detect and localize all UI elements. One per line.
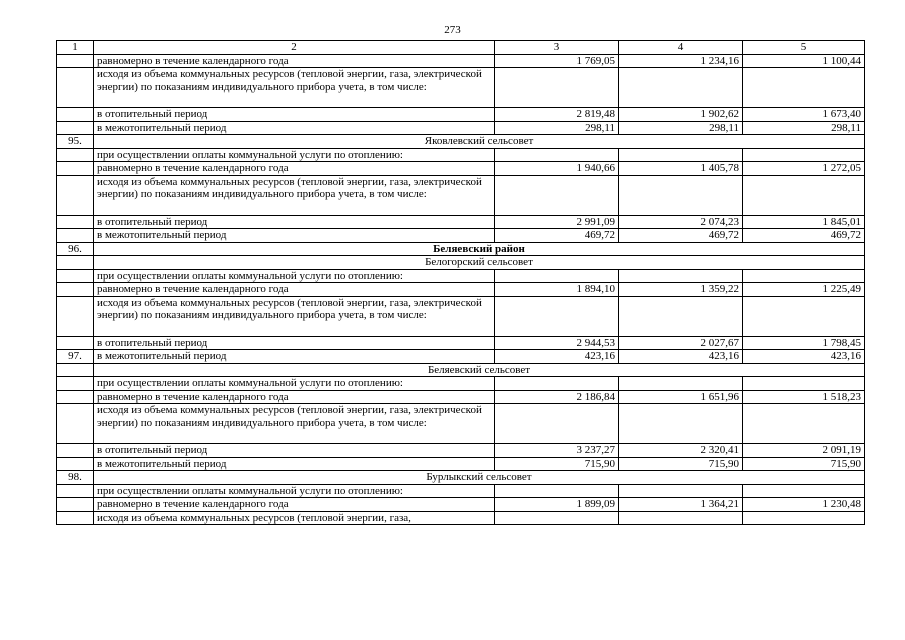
row-label: в межотопительный период [94,457,495,471]
row-label: в межотопительный период [94,229,495,243]
row-number [57,404,94,444]
value-col-3 [495,377,619,391]
value-col-4: 1 902,62 [619,108,743,122]
value-col-5: 1 100,44 [743,54,865,68]
row-number [57,162,94,176]
row-label: равномерно в течение календарного года [94,54,495,68]
table-row [57,404,865,444]
row-number: 96. [57,242,94,256]
row-label: в отопительный период [94,108,495,122]
row-label: при осуществлении оплаты коммунальной услуги по отоплению: [94,377,495,391]
section-title: Белогорский сельсовет [94,256,865,270]
row-number: 97. [57,350,94,364]
value-col-4 [619,484,743,498]
value-col-5 [743,296,865,336]
value-col-5 [743,377,865,391]
page-number: 273 [444,24,461,36]
value-col-5: 1 225,49 [743,283,865,297]
table-row [57,162,865,176]
value-col-3 [495,511,619,525]
row-label: при осуществлении оплаты коммунальной услуги по отоплению: [94,148,495,162]
table-row [57,377,865,391]
value-col-3: 1 899,09 [495,498,619,512]
table-row [57,336,865,350]
value-col-4 [619,175,743,215]
row-label: в межотопительный период [94,121,495,135]
header-cell-4: 4 [619,41,743,55]
section-title: Беляевский сельсовет [94,363,865,377]
row-number [57,108,94,122]
tariff-table [56,40,865,525]
table-body [57,41,865,525]
value-col-4: 298,11 [619,121,743,135]
value-col-3: 1 769,05 [495,54,619,68]
header-cell-2: 2 [94,41,495,55]
table-row [57,68,865,108]
value-col-3 [495,404,619,444]
value-col-3: 3 237,27 [495,444,619,458]
row-number [57,148,94,162]
value-col-3: 1 940,66 [495,162,619,176]
value-col-3: 298,11 [495,121,619,135]
row-label: равномерно в течение календарного года [94,498,495,512]
value-col-5: 1 518,23 [743,390,865,404]
table-row [57,283,865,297]
value-col-5 [743,484,865,498]
section-title: Беляевский район [94,242,865,256]
value-col-3: 2 186,84 [495,390,619,404]
table-row [57,498,865,512]
table-row [57,350,865,364]
row-number [57,390,94,404]
value-col-4: 2 074,23 [619,215,743,229]
table-row [57,457,865,471]
row-number [57,444,94,458]
value-col-5: 1 798,45 [743,336,865,350]
table-row [57,390,865,404]
header-cell-5: 5 [743,41,865,55]
row-number [57,215,94,229]
row-number [57,269,94,283]
value-col-4: 469,72 [619,229,743,243]
value-col-5: 1 230,48 [743,498,865,512]
row-number: 98. [57,471,94,485]
row-number [57,484,94,498]
row-label: при осуществлении оплаты коммунальной услуги по отоплению: [94,269,495,283]
row-number [57,511,94,525]
row-number [57,68,94,108]
row-label: при осуществлении оплаты коммунальной услуги по отоплению: [94,484,495,498]
row-label: исходя из объема коммунальных ресурсов (тепловой энергии, газа, электрической энергии) по показаниям индивидуального прибора учета, в том числе: [94,175,495,215]
row-label: равномерно в течение календарного года [94,390,495,404]
value-col-5 [743,511,865,525]
table-row [57,471,865,485]
table-row [57,484,865,498]
row-label: исходя из объема коммунальных ресурсов (тепловой энергии, газа, электрической энергии) по показаниям индивидуального прибора учета, в том числе: [94,68,495,108]
row-number [57,336,94,350]
value-col-3 [495,484,619,498]
row-number [57,229,94,243]
section-title: Бурлыкский сельсовет [94,471,865,485]
row-number [57,175,94,215]
value-col-4: 1 364,21 [619,498,743,512]
value-col-5: 423,16 [743,350,865,364]
value-col-5: 1 845,01 [743,215,865,229]
value-col-5: 2 091,19 [743,444,865,458]
row-label: равномерно в течение календарного года [94,283,495,297]
value-col-4 [619,269,743,283]
value-col-4: 423,16 [619,350,743,364]
value-col-4: 1 405,78 [619,162,743,176]
value-col-5 [743,148,865,162]
value-col-5: 1 673,40 [743,108,865,122]
value-col-3 [495,296,619,336]
value-col-4: 715,90 [619,457,743,471]
table-row [57,215,865,229]
value-col-4: 1 359,22 [619,283,743,297]
table-row [57,256,865,270]
value-col-3: 469,72 [495,229,619,243]
value-col-4: 2 027,67 [619,336,743,350]
row-label: исходя из объема коммунальных ресурсов (тепловой энергии, газа, [94,511,495,525]
value-col-4: 1 234,16 [619,54,743,68]
table-row [57,175,865,215]
table-row [57,511,865,525]
row-number [57,296,94,336]
table-row [57,135,865,149]
row-label: в межотопительный период [94,350,495,364]
table-row [57,121,865,135]
header-cell-3: 3 [495,41,619,55]
value-col-3 [495,68,619,108]
header-row [57,41,865,55]
row-number: 95. [57,135,94,149]
table-row [57,148,865,162]
row-label: исходя из объема коммунальных ресурсов (тепловой энергии, газа, электрической энергии) по показаниям индивидуального прибора учета, в том числе: [94,404,495,444]
row-label: в отопительный период [94,444,495,458]
value-col-5: 469,72 [743,229,865,243]
value-col-3: 2 819,48 [495,108,619,122]
value-col-4 [619,404,743,444]
value-col-3 [495,148,619,162]
value-col-3: 715,90 [495,457,619,471]
value-col-5 [743,404,865,444]
value-col-4: 1 651,96 [619,390,743,404]
row-number [57,121,94,135]
value-col-5 [743,269,865,283]
value-col-3 [495,269,619,283]
table-row [57,54,865,68]
table-row [57,108,865,122]
value-col-4: 2 320,41 [619,444,743,458]
row-number [57,498,94,512]
value-col-4 [619,296,743,336]
row-number [57,54,94,68]
value-col-3 [495,175,619,215]
row-number [57,363,94,377]
value-col-4 [619,68,743,108]
table-row [57,229,865,243]
row-label: в отопительный период [94,336,495,350]
row-label: равномерно в течение календарного года [94,162,495,176]
value-col-4 [619,511,743,525]
row-number [57,256,94,270]
row-label: в отопительный период [94,215,495,229]
row-number [57,377,94,391]
header-cell-1: 1 [57,41,94,55]
value-col-5: 298,11 [743,121,865,135]
value-col-4 [619,377,743,391]
table-row [57,296,865,336]
table-row [57,242,865,256]
value-col-4 [619,148,743,162]
value-col-5 [743,68,865,108]
row-number [57,283,94,297]
value-col-5: 1 272,05 [743,162,865,176]
value-col-3: 1 894,10 [495,283,619,297]
value-col-3: 423,16 [495,350,619,364]
section-title: Яковлевский сельсовет [94,135,865,149]
value-col-3: 2 944,53 [495,336,619,350]
table-row [57,269,865,283]
value-col-3: 2 991,09 [495,215,619,229]
value-col-5 [743,175,865,215]
row-label: исходя из объема коммунальных ресурсов (тепловой энергии, газа, электрической энергии) по показаниям индивидуального прибора учета, в том числе: [94,296,495,336]
row-number [57,457,94,471]
table-row [57,444,865,458]
value-col-5: 715,90 [743,457,865,471]
table-row [57,363,865,377]
